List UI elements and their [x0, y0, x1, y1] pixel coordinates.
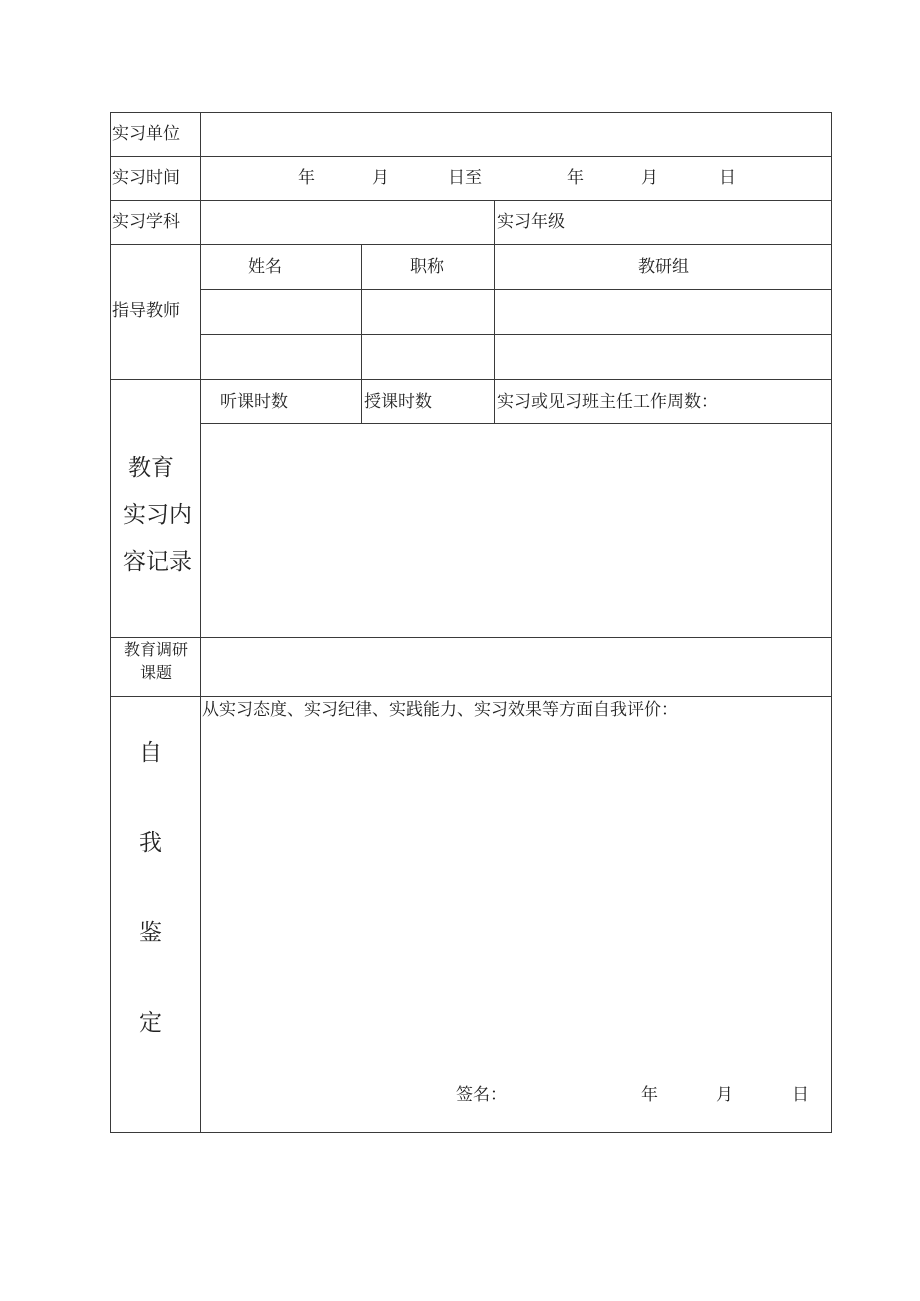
sign-month-text: 月	[716, 1085, 733, 1105]
research-topic-field[interactable]	[202, 639, 830, 695]
rule	[200, 334, 832, 335]
rule	[110, 696, 832, 697]
rule	[831, 112, 832, 1133]
teacher-1-group-field[interactable]	[496, 291, 830, 333]
research-label-line-2: 课题	[139, 663, 172, 682]
rule	[200, 289, 832, 290]
time-label: 实习时间	[112, 168, 180, 188]
signature-label: 签名：	[456, 1085, 507, 1105]
rule	[110, 637, 832, 638]
homeroom-weeks-label: 实习或见习班主任工作周数：	[497, 392, 718, 412]
self-eval-field[interactable]	[202, 724, 830, 1074]
rule	[110, 244, 832, 245]
grade-label: 实习年级	[497, 212, 565, 232]
start-year-text: 年	[298, 168, 315, 188]
start-month-text: 月	[372, 168, 389, 188]
teacher-2-group-field[interactable]	[496, 336, 830, 378]
grade-field[interactable]	[580, 202, 830, 243]
record-content-field[interactable]	[202, 425, 830, 636]
signature-field[interactable]	[505, 1080, 630, 1110]
rule	[110, 379, 832, 380]
end-month-text: 月	[641, 168, 658, 188]
teach-hours-label: 授课时数	[364, 392, 432, 412]
teacher-header-group: 教研组	[638, 257, 689, 277]
record-label-line-1: 教育	[128, 455, 174, 481]
self-eval-char-2: 我	[139, 830, 162, 856]
self-eval-prompt: 从实习态度、实习纪律、实践能力、实习效果等方面自我评价：	[202, 700, 678, 720]
teacher-1-title-field[interactable]	[363, 291, 493, 333]
self-eval-char-1: 自	[139, 740, 162, 766]
end-year-text: 年	[567, 168, 584, 188]
self-eval-char-3: 鉴	[139, 920, 162, 946]
teacher-label: 指导教师	[112, 301, 180, 321]
teacher-1-name-field[interactable]	[202, 291, 360, 333]
record-label-line-2: 实习内	[123, 502, 192, 528]
teacher-2-title-field[interactable]	[363, 336, 493, 378]
self-eval-char-4: 定	[139, 1010, 162, 1036]
teacher-header-title: 职称	[410, 257, 444, 277]
rule	[110, 156, 832, 157]
subject-field[interactable]	[202, 202, 492, 243]
rule	[110, 1132, 832, 1133]
rule	[110, 112, 111, 1133]
listen-hours-label: 听课时数	[220, 392, 288, 412]
end-day-text: 日	[719, 168, 736, 188]
rule	[200, 112, 201, 1133]
unit-label: 实习单位	[112, 124, 180, 144]
subject-label: 实习学科	[112, 212, 180, 232]
rule	[494, 200, 495, 424]
teacher-2-name-field[interactable]	[202, 336, 360, 378]
rule	[110, 200, 832, 201]
teacher-header-name: 姓名	[248, 257, 282, 277]
rule	[361, 244, 362, 424]
research-label-line-1: 教育调研	[123, 640, 188, 659]
rule	[110, 112, 832, 113]
start-day-to-text: 日至	[448, 168, 482, 188]
sign-day-text: 日	[792, 1085, 809, 1105]
unit-field[interactable]	[202, 114, 830, 155]
sign-year-text: 年	[641, 1085, 658, 1105]
record-label-line-3: 容记录	[123, 549, 192, 575]
rule	[200, 423, 832, 424]
